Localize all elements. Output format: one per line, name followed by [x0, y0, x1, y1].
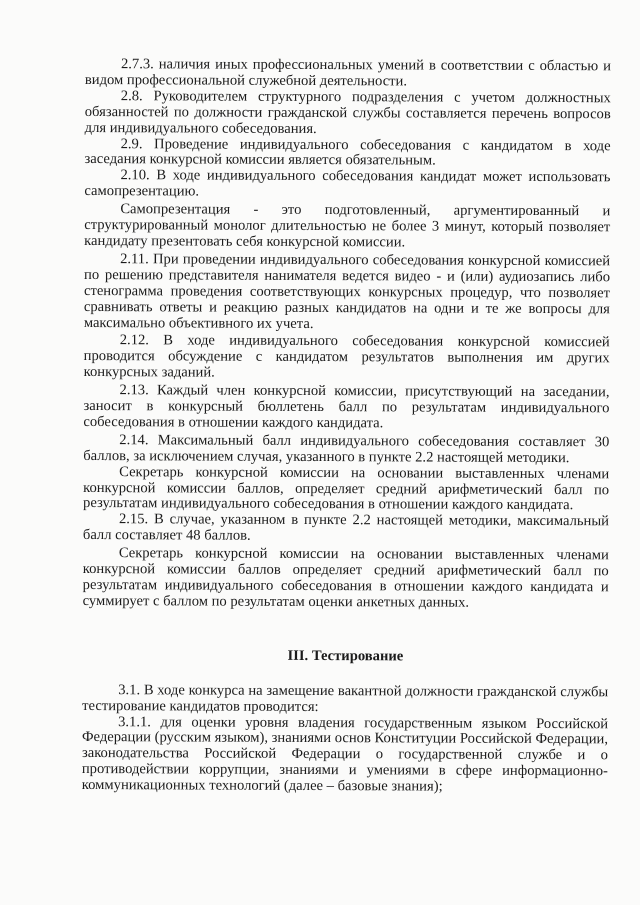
paragraph-2-10: 2.10. В ходе индивидуального собеседования кандидат может использовать самопрезентацию. — [84, 167, 611, 200]
paragraph-2-11: 2.11. При проведении индивидуального собеседования конкурсной комиссией по решению представителя нанимателя ведется видео - и (или) аудиозапись либо стенограмма проведения соответствующих конкурсных процедур, что позволяет сравнивать ответы и реакцию разных кандидатов на одни и те же вопросы для максимально объективного их учета. — [83, 251, 611, 332]
section-title: III. Тестирование — [287, 647, 404, 665]
paragraph-3-1-1: 3.1.1. для оценки уровня владения государственным языком Российской Федерации (русским языком), знаниями основ Конституции Российской Федерации, законодательства Российской Федерации о государственной службе и о противодействии коррупции, знаниями и умениями в сфере информационно-коммуникационных технологий (далее – базовые знания); — [81, 713, 609, 795]
paragraph-2-8: 2.8. Руководителем структурного подразделения с учетом должностных обязанностей по должности гражданской службы составляется перечень вопросов для индивидуального собеседования. — [84, 87, 611, 137]
paragraph-2-12: 2.12. В ходе индивидуального собеседования конкурсной комиссией проводится обсуждение с кандидатом результатов выполнения им других конкурсных заданий. — [83, 332, 610, 381]
paragraph-2-7-3: 2.7.3. наличия иных профессиональных умений в соответствии с областью и видом профессиональной служебной деятельности. — [84, 56, 611, 90]
paragraph-secretary-2: Секретарь конкурсной комиссии на основании выставленных членами конкурсной комиссии баллов определяет средний арифметический балл по результатам индивидуального собеседования в отношении каждого кандидата и суммирует с баллом по результатам оценки анкетных данных. — [82, 545, 609, 611]
paragraph-2-13: 2.13. Каждый член конкурсной комиссии, присутствующий на заседании, заносит в конкурсный бюллетень балл по результатам индивидуального собеседования в отношении каждого кандидата. — [83, 382, 610, 432]
paragraph-self-presentation: Самопрезентация - это подготовленный, аргументированный и структурированный монолог длительностью не более 3 минут, который позволяет кандидату презентовать себя конкурсной комиссии. — [84, 201, 611, 251]
paragraph-2-14: 2.14. Максимальный балл индивидуального собеседования составляет 30 баллов, за исключением случая, указанного в пункте 2.2 настоящей методики. — [83, 431, 610, 466]
paragraph-secretary-1: Секретарь конкурсной комиссии на основании выставленных членами конкурсной комиссии баллов, определяет средний арифметический балл по результатам индивидуального собеседования в отношении каждого кандидата. — [83, 463, 610, 514]
document-body — [82, 57, 611, 796]
paragraph-2-9: 2.9. Проведение индивидуального собеседования с кандидатом в ходе заседания конкурсной комиссии является обязательным. — [84, 135, 611, 169]
paragraph-3-1: 3.1. В ходе конкурса на замещение вакантной должности гражданской службы тестирование кандидатов проводится: — [82, 681, 609, 715]
paragraph-2-15: 2.15. В случае, указанном в пункте 2.2 настоящей методики, максимальный балл составляет 48 баллов. — [82, 511, 610, 545]
